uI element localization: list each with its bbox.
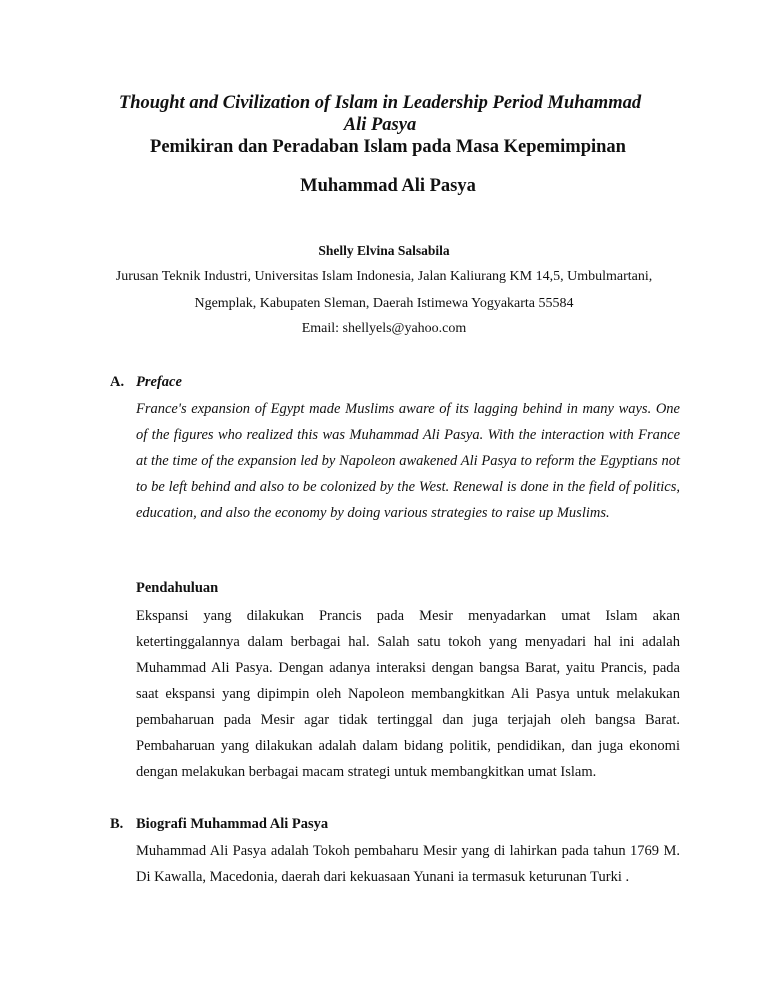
section-b-title: Biografi Muhammad Ali Pasya [136,816,329,832]
title-indonesian-line1: Pemikiran dan Peradaban Islam pada Masa Kepemimpinan [150,137,626,157]
section-a-subheading: Pendahuluan [136,580,219,596]
section-a-heading [110,374,182,391]
affiliation-line2: Ngemplak, Kabupaten Sleman, Daerah Istimewa Yogyakarta 55584 [194,296,574,311]
section-a-title: Preface [136,374,182,390]
title-english-line1: Thought and Civilization of Islam in Leadership Period Muhammad [118,93,642,113]
section-a-body: France's expansion of Egypt made Muslims aware of its lagging behind in many ways. One of the figures who realized this was Muhammad Ali Pasya. With the interaction with France at the time of the expansion led by Napoleon awakened Ali Pasya to reform the Egyptians not to be left behind and also to be colonized by the West. Renewal is done in the field of politics, education, and also the economy by doing various strategies to raise up Muslims. [136,401,680,521]
section-b-heading [110,816,328,833]
section-a-letter: A. [110,374,125,390]
author-email: Email: shellyels@yahoo.com [301,321,467,336]
title-indonesian-line2: Muhammad Ali Pasya [300,176,476,196]
author-name: Shelly Elvina Salsabila [318,243,450,258]
affiliation-line1: Jurusan Teknik Industri, Universitas Islam Indonesia, Jalan Kaliurang KM 14,5, Umbulmartani, [115,269,653,284]
section-b-body: Muhammad Ali Pasya adalah Tokoh pembaharu Mesir yang di lahirkan pada tahun 1769 M. Di Kawalla, Macedonia, daerah dari kekuasaan Yunani ia termasuk keturunan Turki . [136,843,680,885]
section-b-letter: B. [110,816,124,832]
title-english-line2: Ali Pasya [343,115,417,135]
section-a-sub-body: Ekspansi yang dilakukan Prancis pada Mesir menyadarkan umat Islam akan ketertinggalannya dalam berbagai hal. Salah satu tokoh yang menyadari hal ini adalah Muhammad Ali Pasya. Dengan adanya interaksi dengan bangsa Barat, yaitu Prancis, pada saat ekspansi yang dipimpin oleh Napoleon membangkitkan Ali Pasya untuk melakukan pembaharuan pada Mesir agar tidak tertinggal dan juga terjajah oleh bangsa Barat. Pembaharuan yang dilakukan adalah dalam bidang politik, pendidikan, dan juga ekonomi dengan melakukan berbagai macam strategi untuk membangkitkan umat Islam. [136,608,680,780]
